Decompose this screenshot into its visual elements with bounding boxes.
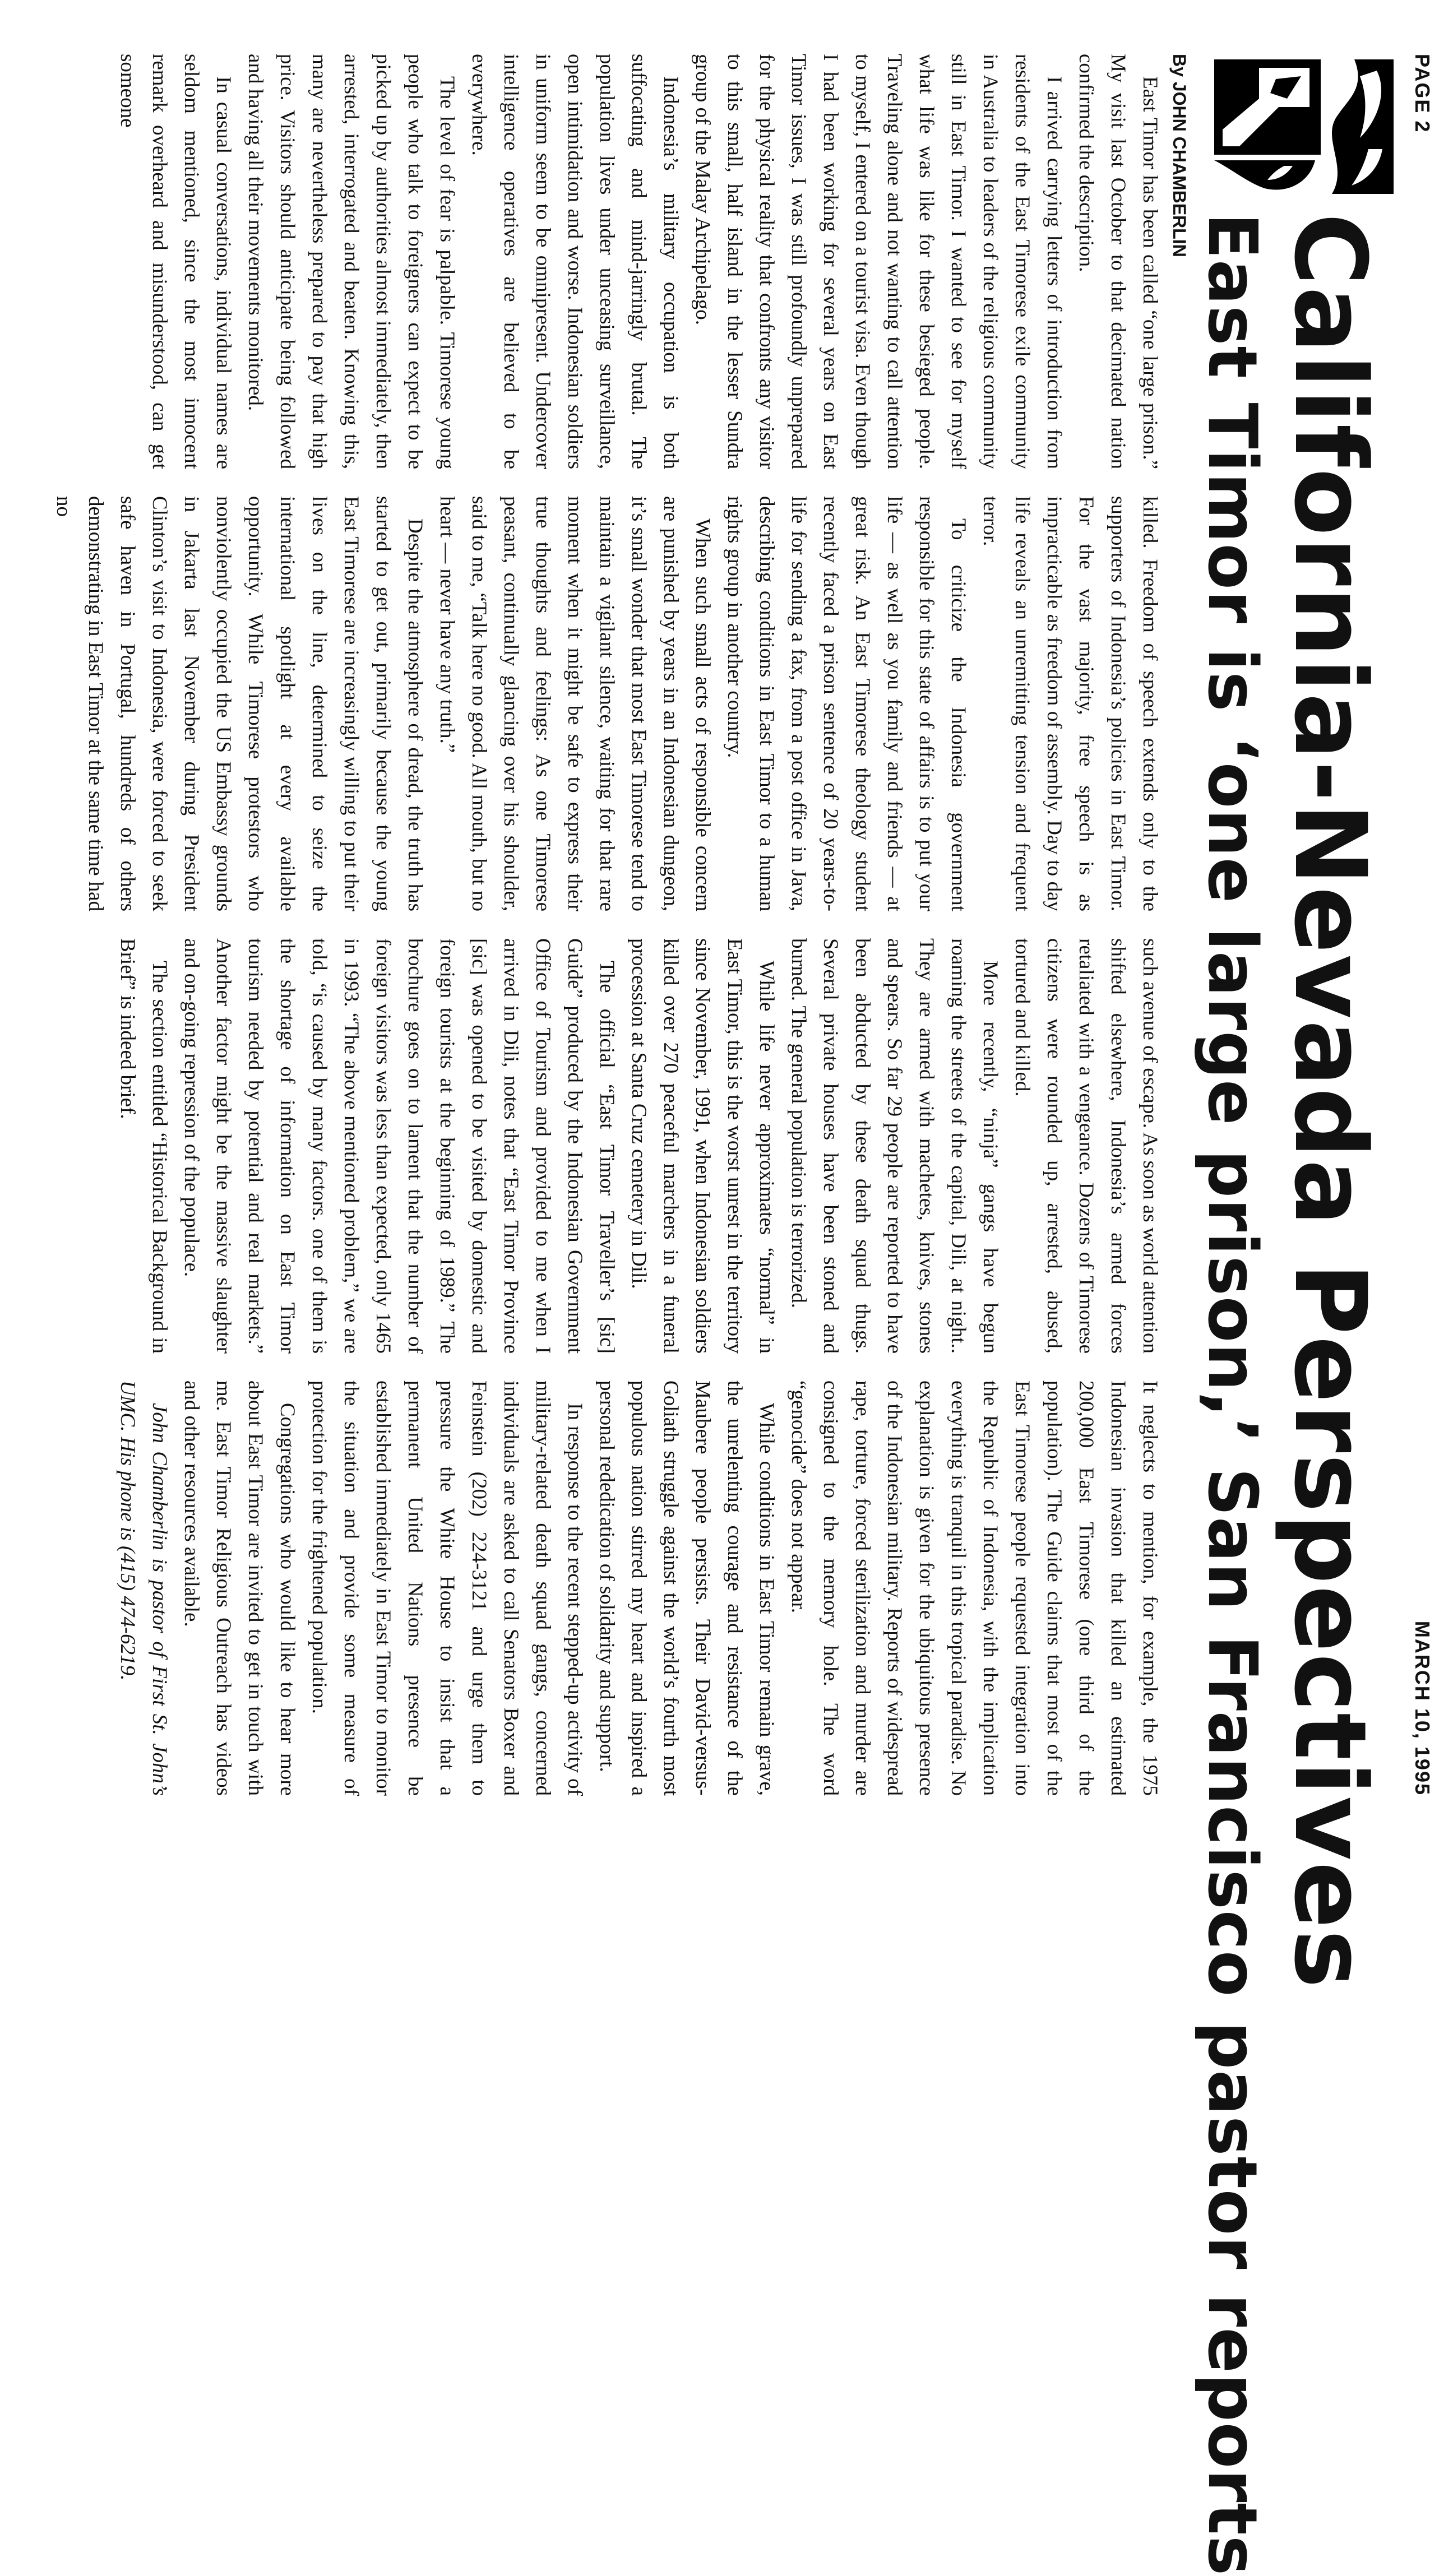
masthead-logo (1209, 54, 1399, 200)
paragraph: The section entitled “Historical Background in Brief” is indeed brief. (116, 938, 171, 1354)
article-column-4 (17, 1380, 1166, 1796)
article-byline: By JOHN CHAMBERLIN (1169, 54, 1190, 257)
paragraph: In casual conversations, individual names are seldom mentioned, since the most innocent remark overheard and misunderstood, can get someone (116, 54, 235, 469)
article-headline: East Timor is ‘one large prison,’ San Francisco pastor reports (1193, 213, 1271, 2576)
paragraph: killed. Freedom of speech extends only to the supporters of Indonesia’s policies in East Timor. For the vast majority, free speech is as impracticable as freedom of assembly. Day to day life reveals an unremitting tension and frequent terror. (979, 496, 1162, 911)
paragraph: The official “East Timor Traveller’s [sic] Guide” produced by the Indonesian Government Office of Tourism and provided to me when I arrived in Dili, notes that “East Timor Province [sic] was opened to be visited by domestic and foreign tourists at the beginning of 1989.” The brochure goes on to lament that the number of foreign visitors was less than expected, only 1465 in 1993. “The above mentioned problem,” we are told, “is caused by many factors. one of them is the shortage of information on East Timor tourism needed by potential and real markets.” Another factor might be the massive slaughter and on-going repression of the populace. (180, 938, 618, 1354)
article-column-3 (17, 938, 1166, 1354)
issue-date: MARCH 10, 1995 (1411, 1620, 1434, 1796)
paragraph: To criticize the Indonesia government responsible for this state of affairs is to put your life — as well as you family and friends — at great risk. An East Timorese theology student recently faced a prison sentence of 20 years-to-life for sending a fax, from a post office in Java, describing conditions in East Timor to a human rights group in another country. (723, 496, 970, 911)
paragraph: East Timor has been called “one large prison.” My visit last October to that decimated nation confirmed the description. (1075, 54, 1162, 469)
paragraph: It neglects to mention, for example, the 1975 Indonesian invasion that killed an estimated 200,000 East Timorese (one third of the population). The Guide claims that most of the East Timorese people requested integration into the Republic of Indonesia, with the implication everything is tranquil in this tropical paradise. No explanation is given for the ubiquitous presence of the Indonesian military. Reports of widespread rape, torture, forced sterilization and murder are consigned to the memory hole. The word “genocide” does not appear. (787, 1380, 1162, 1796)
paragraph: Despite the atmosphere of dread, the truth has started to get out, primarily because the young East Timorese are increasingly willing to put their lives on the line, determined to seize the international spotlight at every available opportunity. While Timorese protestors who nonviolently occupied the US Embassy grounds in Jakarta last November during President Clinton’s visit to Indonesia, were forced to seek safe haven in Portugal, hundreds of others demonstrating in East Timor at the same time had no (52, 496, 427, 911)
author-credit: John Chamberlin is pastor of First St. John’s UMC. His phone is (415) 474-6219. (116, 1380, 171, 1796)
paragraph: While conditions in East Timor remain grave, the unrelenting courage and resistance of the Maubere people persists. Their David-versus-Goliath struggle against the world’s fourth most populous nation stirred my heart and inspired a personal rededication of solidarity and support. (595, 1380, 778, 1796)
paragraph: Indonesia’s military occupation is both suffocating and mind-jarringly brutal. The population lives under unceasing surveillance, open intimidation and worse. Indonesian soldiers in uniform seem to be omnipresent. Undercover intelligence operatives are believed to be everywhere. (468, 54, 682, 469)
paragraph: More recently, “ninja” gangs have begun roaming the streets of the capital, Dili, at night.. They are armed with machetes, knives, stones and spears. So far 29 people are reported to have been abducted by these death squad thugs. Several private houses have been stoned and burned. The general population is terrorized. (787, 938, 1002, 1354)
paragraph: such avenue of escape. As soon as world attention shifted elsewhere, Indonesia’s armed forces retaliated with a vengeance. Dozens of Timorese citizens were rounded up, arrested, abused, tortured and killed. (1011, 938, 1162, 1354)
paragraph: I arrived carrying letters of introduction from residents of the East Timorese exile community in Australia to leaders of the religious community still in East Timor. I wanted to see for myself what life was like for these besieged people. Traveling alone and not wanting to call attention to myself, I entered on a tourist visa. Even though I had been working for several years on East Timor issues, I was still profoundly unprepared for the physical reality that confronts any visitor to this small, half island in the lesser Sundra group of the Malay Archipelago. (691, 54, 1066, 469)
article-column-2 (17, 496, 1166, 911)
article-column-1 (17, 54, 1166, 469)
article-body (17, 54, 1166, 1796)
paragraph: The level of fear is palpable. Timorese young people who talk to foreigners can expect to be picked up by authorities almost immediately, then arrested, interrogated and beaten. Knowing this, many are nevertheless prepared to pay that high price. Visitors should anticipate being followed and having all their movements monitored. (244, 54, 459, 469)
section-masthead: California-Nevada Perspectives (1272, 213, 1387, 1990)
paragraph: While life never approximates “normal” in East Timor, this is the worst unrest in the territory since November, 1991, when Indonesian soldiers killed over 270 peaceful marchers in a funeral procession at Santa Cruz cemetery in Dili. (627, 938, 778, 1354)
paragraph: Congregations who would like to hear more about East Timor are invited to get in touch with me. East Timor Religious Outreach has videos and other resources available. (180, 1380, 299, 1796)
page-header (1404, 54, 1440, 1796)
page-number: PAGE 2 (1411, 54, 1434, 133)
paragraph: In response to the recent stepped-up activity of military-related death squad gangs, concerned individuals are asked to call Senators Boxer and Feinstein (202) 224-3121 and urge them to pressure the White House to insist that a permanent United Nations presence be established immediately in East Timor to monitor the situation and provide some measure of protection for the frightened population. (308, 1380, 586, 1796)
conference-logo-icon (1209, 54, 1399, 200)
paragraph: When such small acts of responsible concern are punished by years in an Indonesian dungeon, it’s small wonder that most East Timorese tend to maintain a vigilant silence, waiting for that rare moment when it might be safe to express their true thoughts and feelings: As one Timorese peasant, continually glancing over his shoulder, said to me, “Talk here no good. All mouth, but no heart — never have any truth.” (436, 496, 714, 911)
